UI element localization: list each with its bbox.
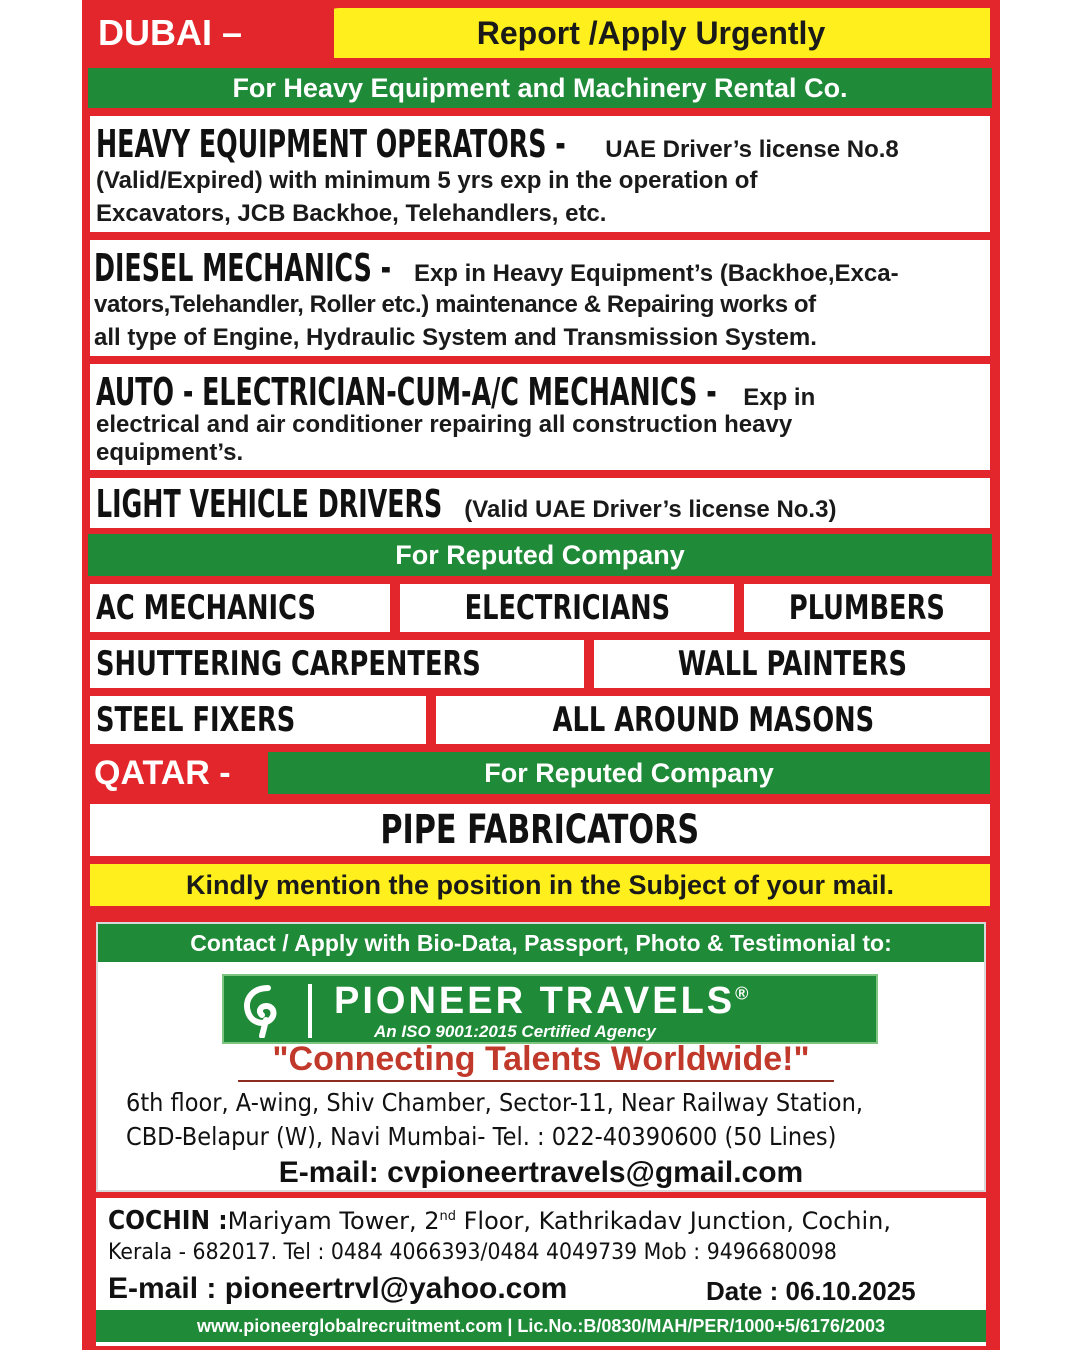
cochin-phone-line: Kerala - 682017. Tel : 0484 4066393/0484 4049739 Mob : 9496680098 (108, 1240, 837, 1265)
job-detail-lead: UAE Driver’s license No.8 (605, 136, 899, 163)
company-name: PIONEER TRAVELS (334, 980, 736, 1022)
cochin-address-a: Mariyam Tower, 2 (227, 1207, 440, 1235)
subject-notice (90, 864, 990, 906)
heavy-equipment-banner (88, 68, 992, 108)
trade-label: WALL PAINTERS (677, 644, 907, 684)
pioneer-emblem-icon (238, 982, 298, 1038)
job-title: AUTO - ELECTRICIAN-CUM-A/C MECHANICS - (96, 370, 717, 414)
pioneer-logo (222, 974, 878, 1044)
contact-panel (96, 922, 986, 1192)
cochin-panel (96, 1198, 986, 1346)
job-card-light-vehicle-drivers (90, 478, 990, 528)
logo-divider (308, 984, 312, 1038)
trade-steel-fixers (90, 696, 426, 744)
job-poster (82, 0, 1000, 1350)
trade-pipe-fabricators (90, 804, 990, 856)
email-label: E-mail: (278, 1156, 379, 1189)
reputed-company-banner-text: For Reputed Company (395, 540, 685, 570)
qatar-location-tag (90, 750, 270, 796)
posting-date: 06.10.2025 (785, 1276, 916, 1306)
job-detail-line: electrical and air conditioner repairing all construction heavy (96, 411, 793, 438)
job-title: HEAVY EQUIPMENT OPERATORS - (96, 122, 566, 166)
footer-bar (96, 1310, 986, 1342)
job-detail-line: Excavators, JCB Backhoe, Telehandlers, etc. (96, 200, 607, 227)
job-detail-line: all type of Engine, Hydraulic System and Transmission System. (94, 324, 817, 351)
job-detail-lead: Exp in (743, 384, 816, 411)
trade-label: STEEL FIXERS (96, 700, 296, 740)
trade-plumbers (744, 584, 990, 632)
job-detail-lead: (Valid UAE Driver’s license No.3) (464, 496, 837, 523)
trade-shuttering-carpenters (90, 640, 584, 688)
contact-heading: Contact / Apply with Bio-Data, Passport, Photo & Testimonial to: (190, 930, 892, 956)
qatar-reputed-company-banner (268, 752, 990, 794)
job-card-auto-electrician (90, 364, 990, 470)
registered-mark: ® (735, 983, 752, 1004)
subject-notice-text: Kindly mention the position in the Subject of your mail. (185, 869, 895, 900)
date-label: Date : (706, 1276, 779, 1306)
mumbai-address-line: CBD-Belapur (W), Navi Mumbai- Tel. : 022-40390600 (50 Lines) (126, 1122, 837, 1151)
job-detail-line: vators,Telehandler, Roller etc.) maintenance & Repairing works of (94, 291, 816, 318)
trade-electricians (400, 584, 734, 632)
trade-label: ELECTRICIANS (464, 588, 670, 628)
cochin-address-sup: nd (439, 1209, 456, 1224)
mumbai-address-line: 6th floor, A-wing, Shiv Chamber, Sector-11, Near Railway Station, (126, 1088, 863, 1117)
job-title: DIESEL MECHANICS - (94, 246, 392, 290)
reputed-company-banner (88, 534, 992, 576)
apply-urgently-banner (312, 8, 990, 58)
apply-urgently-label: Report /Apply Urgently (476, 14, 826, 51)
cochin-email-label: E-mail : (108, 1272, 217, 1305)
trade-label: ALL AROUND MASONS (552, 700, 874, 740)
job-detail-line: (Valid/Expired) with minimum 5 yrs exp in the operation of (96, 167, 758, 194)
website-license-footer[interactable]: www.pioneerglobalrecruitment.com | Lic.No.:B/0830/MAH/PER/1000+5/6176/2003 (196, 1316, 886, 1336)
heavy-equipment-banner-text: For Heavy Equipment and Machinery Rental Co. (232, 73, 848, 103)
trade-label: AC MECHANICS (96, 588, 317, 628)
dubai-location-tag (88, 6, 334, 60)
company-tagline: "Connecting Talents Worldwide!" (272, 1040, 810, 1078)
dubai-label: DUBAI – (98, 12, 243, 53)
trade-label: PLUMBERS (788, 588, 946, 628)
job-title: LIGHT VEHICLE DRIVERS (96, 482, 443, 526)
contact-heading-bar (98, 924, 984, 962)
trade-wall-painters (594, 640, 990, 688)
trade-label: SHUTTERING CARPENTERS (96, 644, 481, 684)
certification-line: An ISO 9001:2015 Certified Agency (374, 1022, 656, 1041)
trade-label: PIPE FABRICATORS (380, 807, 700, 853)
cochin-address-b: Floor, Kathrikadav Junction, Cochin, (455, 1207, 891, 1235)
trade-all-around-masons (436, 696, 990, 744)
cochin-email-link[interactable]: pioneertrvl@yahoo.com (224, 1272, 568, 1305)
qatar-label: QATAR - (94, 754, 231, 792)
job-card-heavy-equipment-operators (90, 116, 990, 232)
trade-ac-mechanics (90, 584, 390, 632)
mumbai-email-link[interactable]: cvpioneertravels@gmail.com (387, 1156, 804, 1189)
tagline-underline (238, 1080, 834, 1082)
qatar-banner-text: For Reputed Company (484, 758, 774, 788)
cochin-label: COCHIN : (108, 1206, 228, 1236)
job-detail-lead: Exp in Heavy Equipment’s (Backhoe,Exca- (413, 260, 899, 287)
job-card-diesel-mechanics (90, 240, 990, 356)
job-detail-line: equipment’s. (96, 439, 244, 466)
